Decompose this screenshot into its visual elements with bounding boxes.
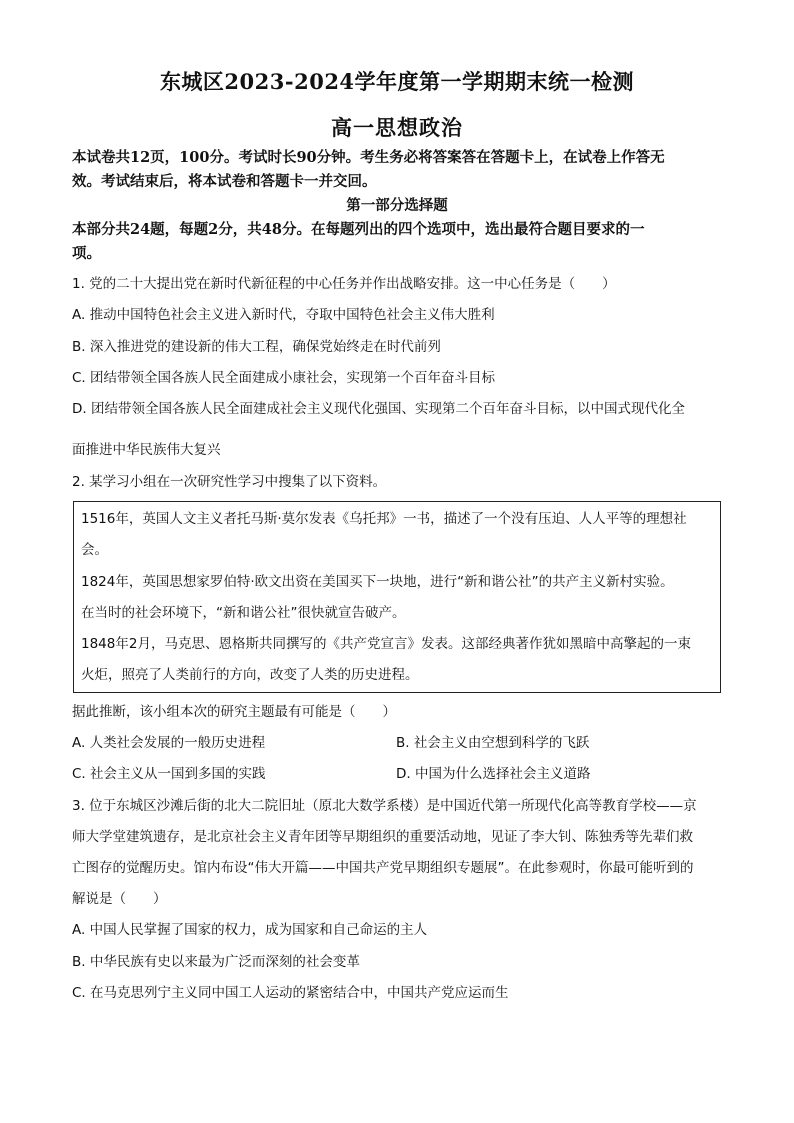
section-title: 第一部分选择题 bbox=[346, 197, 448, 214]
q2-material-line-1: 1516年，英国人文主义者托马斯·莫尔发表《乌托邦》一书，描述了一个没有压迫、人人平等的理想社 bbox=[81, 511, 687, 527]
q2-question: 据此推断，该小组本次的研究主题最有可能是（ ） bbox=[72, 704, 396, 720]
q2-material-line-6: 火炬，照亮了人类前行的方向，改变了人类的历史进程。 bbox=[81, 667, 419, 683]
q1-option-d-line-2: 面推进中华民族伟大复兴 bbox=[72, 442, 221, 458]
section-intro-line-1: 本部分共24题，每题2分，共48分。在每题列出的四个选项中，选出最符合题目要求的一 bbox=[72, 221, 645, 238]
q3-stem-line-4: 解说是（ ） bbox=[72, 891, 167, 907]
q2-material-line-2: 会。 bbox=[81, 542, 108, 558]
q2-stem: 2. 某学习小组在一次研究性学习中搜集了以下资料。 bbox=[72, 474, 387, 490]
q1-stem: 1. 党的二十大提出党在新时代新征程的中心任务并作出战略安排。这一中心任务是（ ） bbox=[72, 276, 616, 292]
q1-option-d-line-1: D. 团结带领全国各族人民全面建成社会主义现代化强国、实现第二个百年奋斗目标，以中国式现代化全 bbox=[72, 401, 685, 417]
q1-option-b: B. 深入推进党的建设新的伟大工程，确保党始终走在时代前列 bbox=[72, 339, 441, 355]
q2-option-b: B. 社会主义由空想到科学的飞跃 bbox=[396, 735, 590, 751]
q2-option-d: D. 中国为什么选择社会主义道路 bbox=[396, 766, 591, 782]
q2-material-line-3: 1824年，英国思想家罗伯特·欧文出资在美国买下一块地，进行“新和谐公社”的共产主义新村实验。 bbox=[81, 574, 674, 590]
q2-material-line-5: 1848年2月，马克思、恩格斯共同撰写的《共产党宣言》发表。这部经典著作犹如黑暗中高擎起的一束 bbox=[81, 636, 691, 652]
q3-stem-line-2: 师大学堂建筑遗存，是北京社会主义青年团等早期组织的重要活动地，见证了李大钊、陈独秀等先辈们救 bbox=[72, 829, 693, 845]
q2-option-a: A. 人类社会发展的一般历史进程 bbox=[72, 735, 266, 751]
q1-option-a: A. 推动中国特色社会主义进入新时代，夺取中国特色社会主义伟大胜利 bbox=[72, 307, 495, 323]
section-intro-line-2: 项。 bbox=[72, 245, 101, 262]
q3-stem-line-1: 3. 位于东城区沙滩后街的北大二院旧址（原北大数学系楼）是中国近代第一所现代化高等教育学校——京 bbox=[72, 798, 697, 814]
exam-subject: 高一思想政治 bbox=[331, 115, 463, 140]
q3-option-c: C. 在马克思列宁主义同中国工人运动的紧密结合中，中国共产党应运而生 bbox=[72, 985, 509, 1001]
q3-option-b: B. 中华民族有史以来最为广泛而深刻的社会变革 bbox=[72, 954, 360, 970]
q1-option-c: C. 团结带领全国各族人民全面建成小康社会，实现第一个百年奋斗目标 bbox=[72, 370, 496, 386]
q3-option-a: A. 中国人民掌握了国家的权力，成为国家和自己命运的主人 bbox=[72, 922, 428, 938]
instructions-line-2: 效。考试结束后，将本试卷和答题卡一并交回。 bbox=[72, 173, 377, 190]
q2-material-line-4: 在当时的社会环境下，“新和谐公社”很快就宣告破产。 bbox=[81, 605, 406, 621]
q2-option-c: C. 社会主义从一国到多国的实践 bbox=[72, 766, 266, 782]
instructions-line-1: 本试卷共12页，100分。考试时长90分钟。考生务必将答案答在答题卡上，在试卷上作答无 bbox=[72, 149, 665, 166]
q3-stem-line-3: 亡图存的觉醒历史。馆内布设“伟大开篇——中国共产党早期组织专题展”。在此参观时，你最可能听到的 bbox=[72, 860, 694, 876]
exam-title: 东城区2023-2024学年度第一学期期末统一检测 bbox=[159, 69, 635, 94]
